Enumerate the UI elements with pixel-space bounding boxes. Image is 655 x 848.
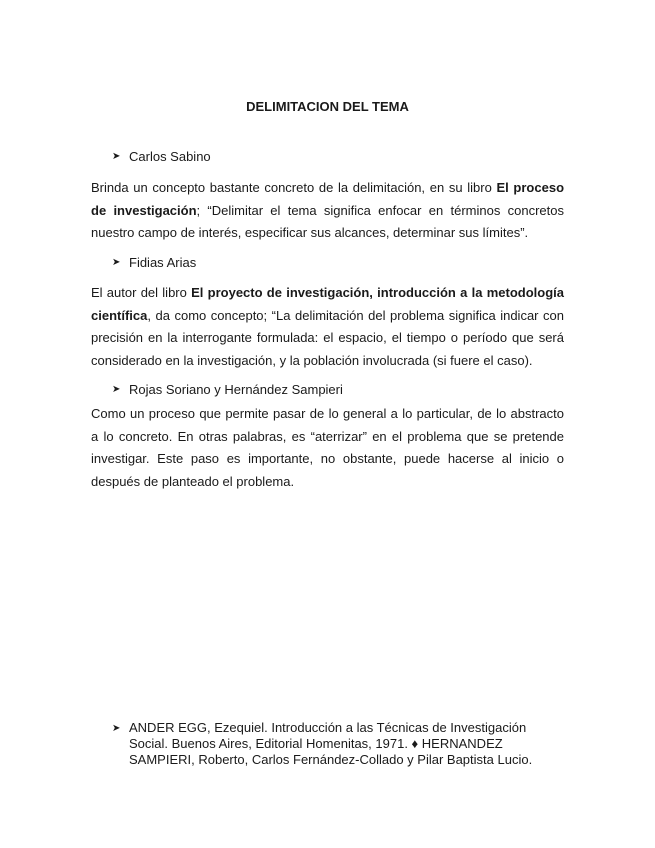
paragraph-text: ; “Delimitar el tema significa enfocar en términos concretos nuestro campo de interés, especificar sus alcances, determinar sus límites”. xyxy=(91,202,564,240)
heading-text: Carlos Sabino xyxy=(129,149,211,164)
paragraph-arias xyxy=(91,282,564,372)
arrow-bullet-icon: ➤ xyxy=(112,384,121,395)
paragraph-text: El autor del libro xyxy=(91,285,192,300)
reference-entry xyxy=(112,720,552,768)
bullet-heading-rojas-hernandez xyxy=(112,382,343,397)
heading-text: Rojas Soriano y Hernández Sampieri xyxy=(129,382,343,397)
book-title: El proyecto de investigación, introducción a la metodología científica xyxy=(91,285,564,323)
reference-text: ANDER EGG, Ezequiel. Introducción a las Técnicas de Investigación Social. Buenos Aires, Editorial Homenitas, 1971. ♦ HERNANDEZ SAMPIERI, Roberto, Carlos Fernández-Collado y Pilar Baptista Lucio. xyxy=(129,720,533,767)
paragraph-rojas-hernandez xyxy=(91,403,564,493)
heading-text: Fidias Arias xyxy=(129,255,197,270)
arrow-bullet-icon: ➤ xyxy=(112,257,121,268)
page-title: DELIMITACION DEL TEMA xyxy=(246,99,409,114)
book-title: El proceso de investigación xyxy=(91,180,565,218)
arrow-bullet-icon: ➤ xyxy=(112,723,121,734)
paragraph-text: Brinda un concepto bastante concreto de la delimitación, en su libro xyxy=(91,180,497,195)
paragraph-text: Como un proceso que permite pasar de lo general a lo particular, de lo abstracto a lo concreto. En otras palabras, es “aterrizar” en el problema que se pretende investigar. Este paso es importante, no obstante, puede hacerse al inicio o después de planteado el problema. xyxy=(91,406,564,489)
paragraph-text: , da como concepto; “La delimitación del problema significa indicar con precisión en la interrogante formulada: el espacio, el tiempo o período que será considerado en la investigación, y la población involucrada (si fuere el caso). xyxy=(91,307,564,368)
arrow-bullet-icon: ➤ xyxy=(112,151,121,162)
bullet-heading-sabino xyxy=(112,149,211,164)
bullet-heading-arias xyxy=(112,255,196,270)
paragraph-sabino xyxy=(91,177,564,245)
